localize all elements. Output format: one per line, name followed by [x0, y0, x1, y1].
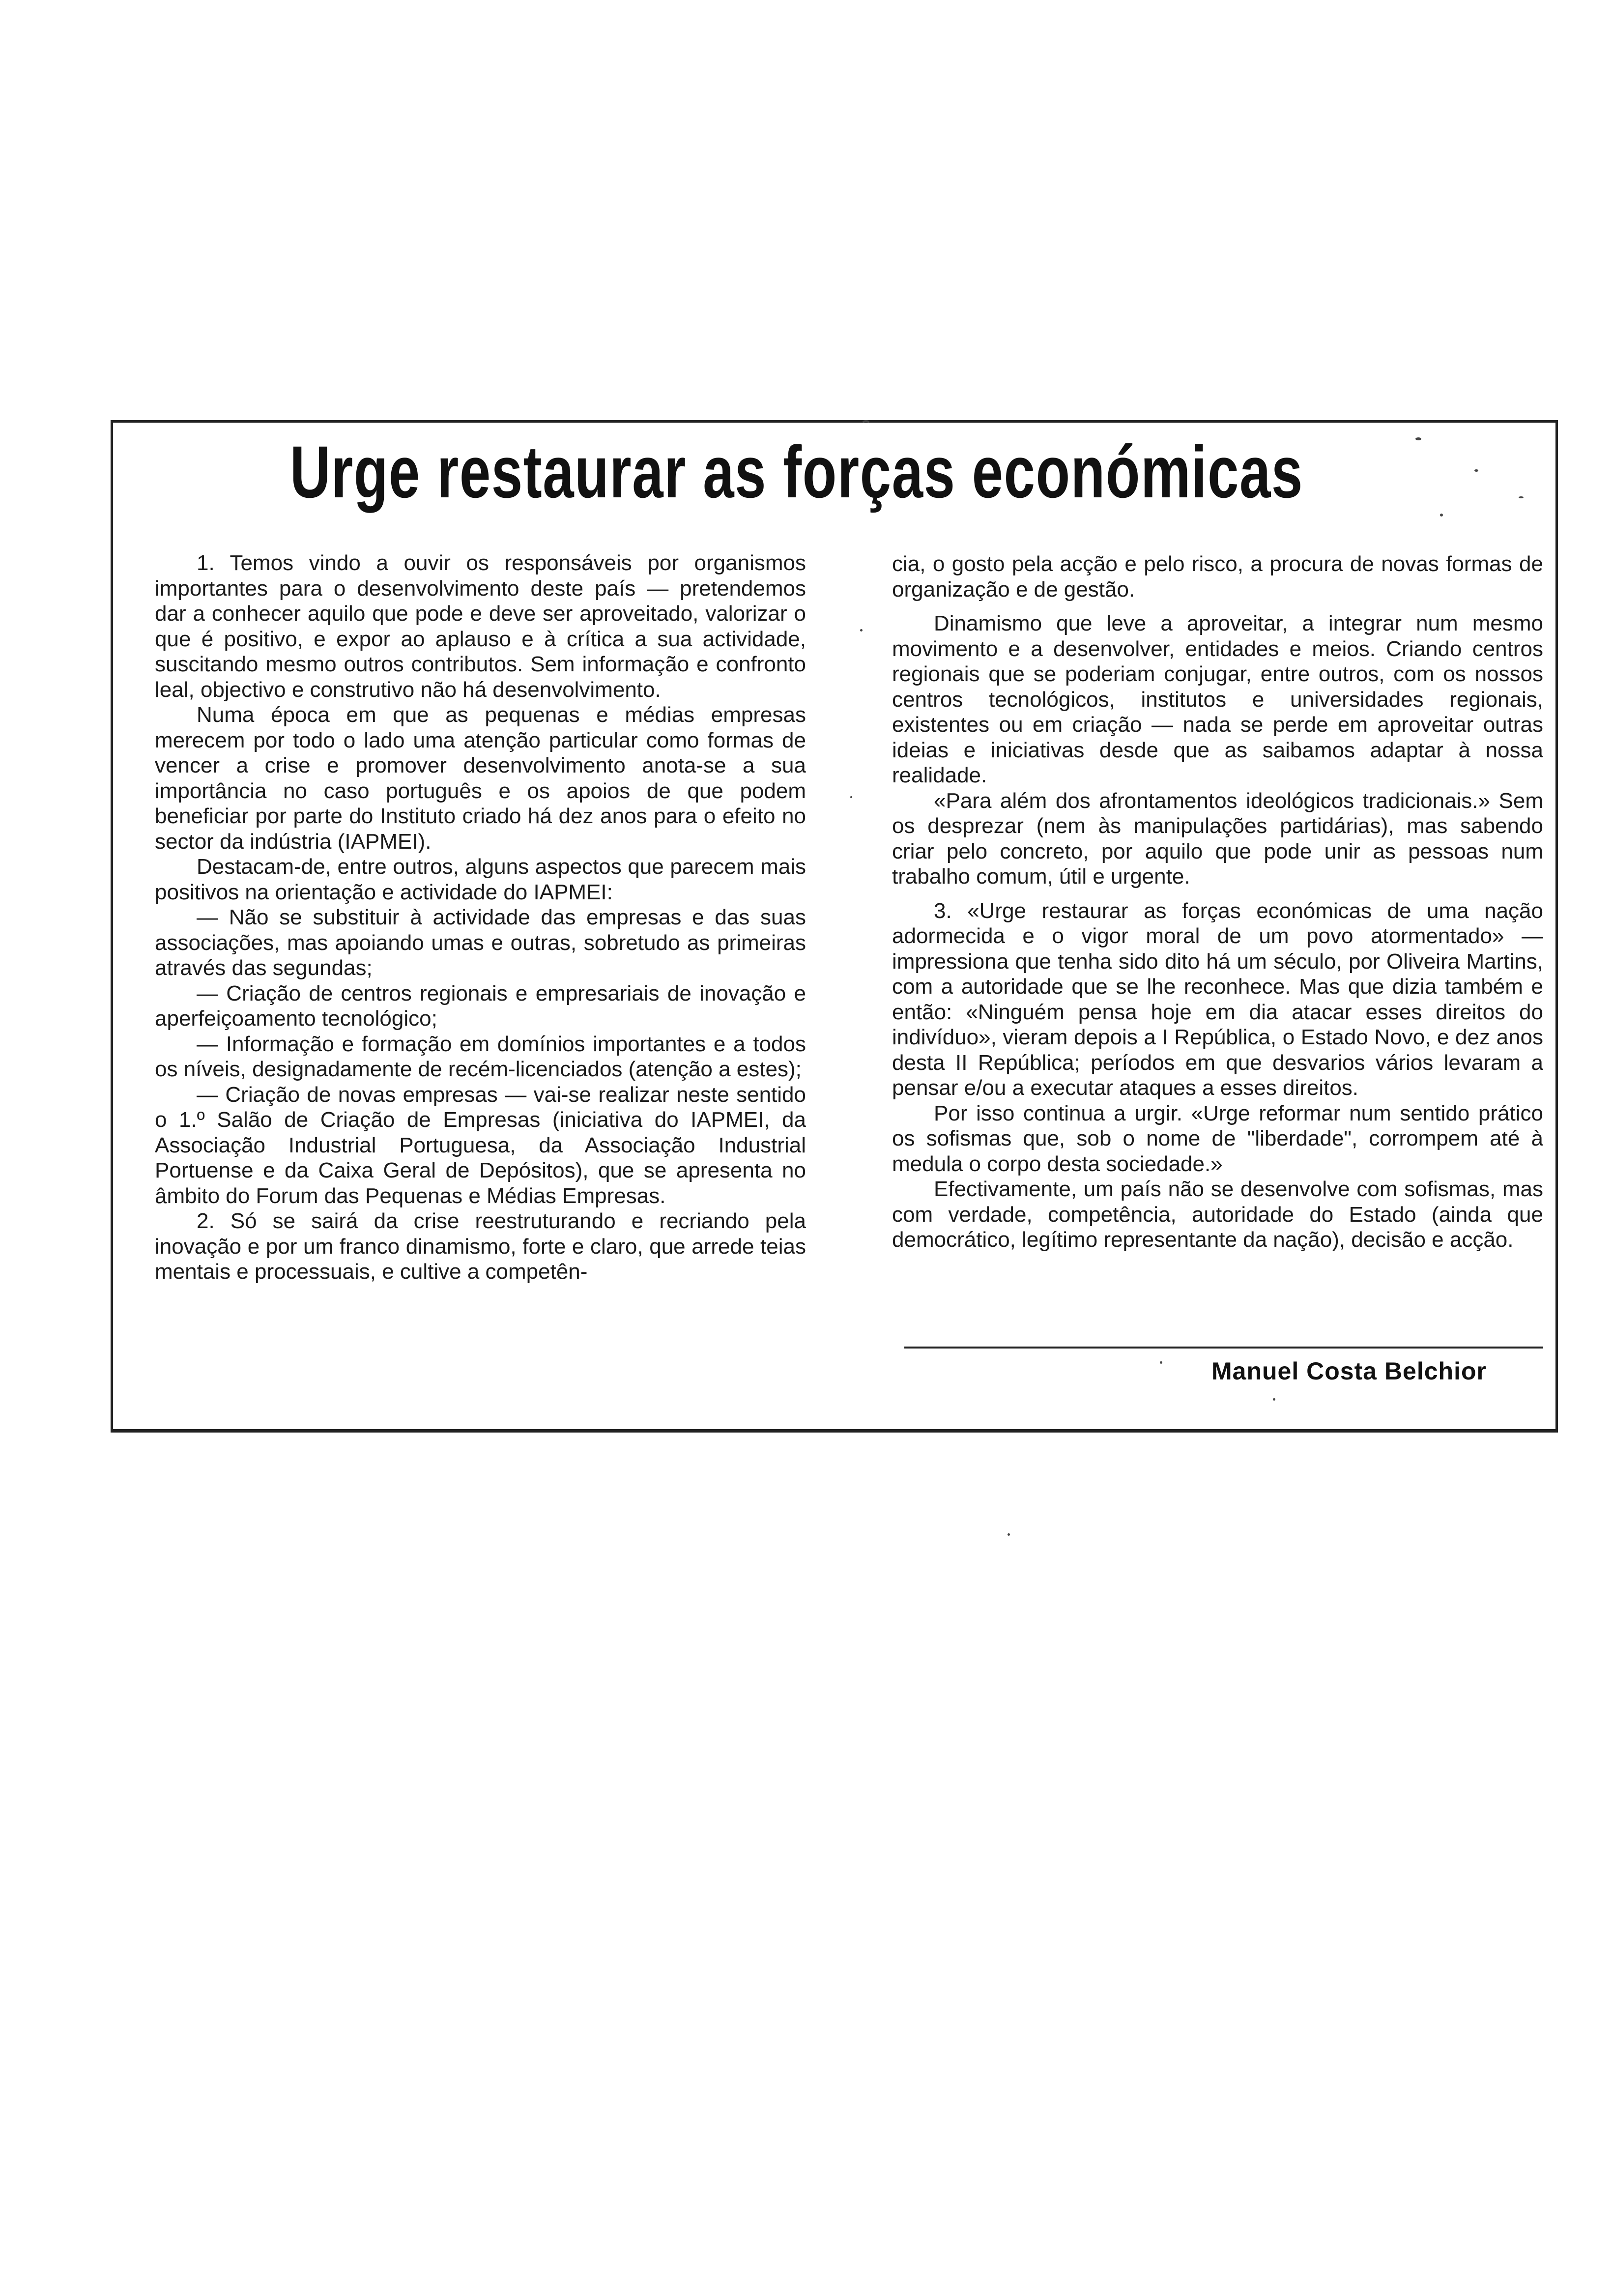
- article-column-left: [155, 550, 806, 1285]
- paragraph: 3. «Urge restaurar as forças económicas de uma nação adormecida e o vigor moral de um povo atormentado» — impressiona que tenha sido dito há um século, por Oliveira Martins, com a autoridade que se lhe reconhece. Mas que dizia também e então: «Ninguém pensa hoje em dia atacar esses direitos do indivíduo», vieram depois a I República, o Estado Novo, e dez anos desta II República; períodos em que desvarios vários levaram a pensar e/ou a executar ataques a esses direitos.: [892, 898, 1543, 1100]
- scan-speck: [863, 420, 869, 423]
- list-item: — Não se substituir à actividade das empresas e das suas associações, mas apoiando umas e outras, sobretudo as primeiras através das segundas;: [155, 905, 806, 980]
- byline: Manuel Costa Belchior: [1211, 1357, 1487, 1385]
- scan-speck: [1474, 469, 1478, 472]
- newspaper-clipping: [111, 420, 1558, 1433]
- paragraph: «Para além dos afrontamentos ideológicos tradicionais.» Sem os desprezar (nem às manipulações partidárias), mas sabendo criar pelo concreto, por aquilo que pode unir as pessoas num trabalho comum, útil e urgente.: [892, 788, 1543, 889]
- paragraph: Efectivamente, um país não se desenvolve com sofismas, mas com verdade, competência, autoridade do Estado (ainda que democrático, legítimo representante da nação), decisão e acção.: [892, 1177, 1543, 1252]
- scan-speck: [1519, 496, 1524, 498]
- list-item: — Informação e formação em domínios importantes e a todos os níveis, designadamente de recém-licenciados (atenção a estes);: [155, 1032, 806, 1081]
- paragraph: Numa época em que as pequenas e médias empresas merecem por todo o lado uma atenção particular como formas de vencer a crise e promover desenvolvimento anota-se a sua importância no caso português e os apoios de que podem beneficiar por parte do Instituto criado há dez anos para o efeito no sector da indústria (IAPMEI).: [155, 703, 806, 854]
- article-headline: Urge restaurar as forças económicas: [290, 430, 1303, 513]
- scan-speck: [1273, 1398, 1275, 1401]
- scan-speck: [1008, 1533, 1010, 1536]
- scan-speck: [1415, 437, 1421, 440]
- paragraph: Dinamismo que leve a aproveitar, a integrar num mesmo movimento e a desenvolver, entidades e meios. Criando centros regionais que se poderiam conjugar, entre outros, com os nossos centros tecnológicos, institutos e universidades regionais, existentes ou em criação — nada se perde em aproveitar outras ideias e iniciativas desde que as saibamos adaptar à nossa realidade.: [892, 611, 1543, 787]
- paragraph: Destacam-de, entre outros, alguns aspectos que parecem mais positivos na orientação e actividade do IAPMEI:: [155, 855, 806, 904]
- paragraph: cia, o gosto pela acção e pelo risco, a procura de novas formas de organização e de gestão.: [892, 552, 1543, 602]
- scan-speck: [850, 796, 852, 798]
- list-item: — Criação de centros regionais e empresariais de inovação e aperfeiçoamento tecnológico;: [155, 981, 806, 1031]
- scan-speck: [1160, 1361, 1162, 1364]
- scan-speck: [860, 629, 863, 631]
- paragraph: 1. Temos vindo a ouvir os responsáveis por organismos importantes para o desenvolvimento deste país — pretendemos dar a conhecer aquilo que pode e deve ser aproveitado, valorizar o que é positivo, e expor ao aplauso e à crítica a sua actividade, suscitando mesmo outros contributos. Sem informação e confronto leal, objectivo e construtivo não há desenvolvimento.: [155, 551, 806, 702]
- article-column-right: [892, 551, 1543, 1253]
- list-item: — Criação de novas empresas — vai-se realizar neste sentido o 1.º Salão de Criação de Empresas (iniciativa do IAPMEI, da Associação Industrial Portuguesa, da Associação Industrial Portuense e da Caixa Geral de Depósitos), que se apresenta no âmbito do Forum das Pequenas e Médias Empresas.: [155, 1082, 806, 1208]
- byline-rule: [904, 1347, 1543, 1349]
- paragraph: Por isso continua a urgir. «Urge reformar num sentido prático os sofismas que, sob o nome de "liberdade", corrompem até à medula o corpo desta sociedade.»: [892, 1101, 1543, 1176]
- scan-speck: [1440, 514, 1443, 517]
- paragraph: 2. Só se sairá da crise reestruturando e recriando pela inovação e por um franco dinamismo, forte e claro, que arrede teias mentais e processuais, e cultive a competên-: [155, 1209, 806, 1284]
